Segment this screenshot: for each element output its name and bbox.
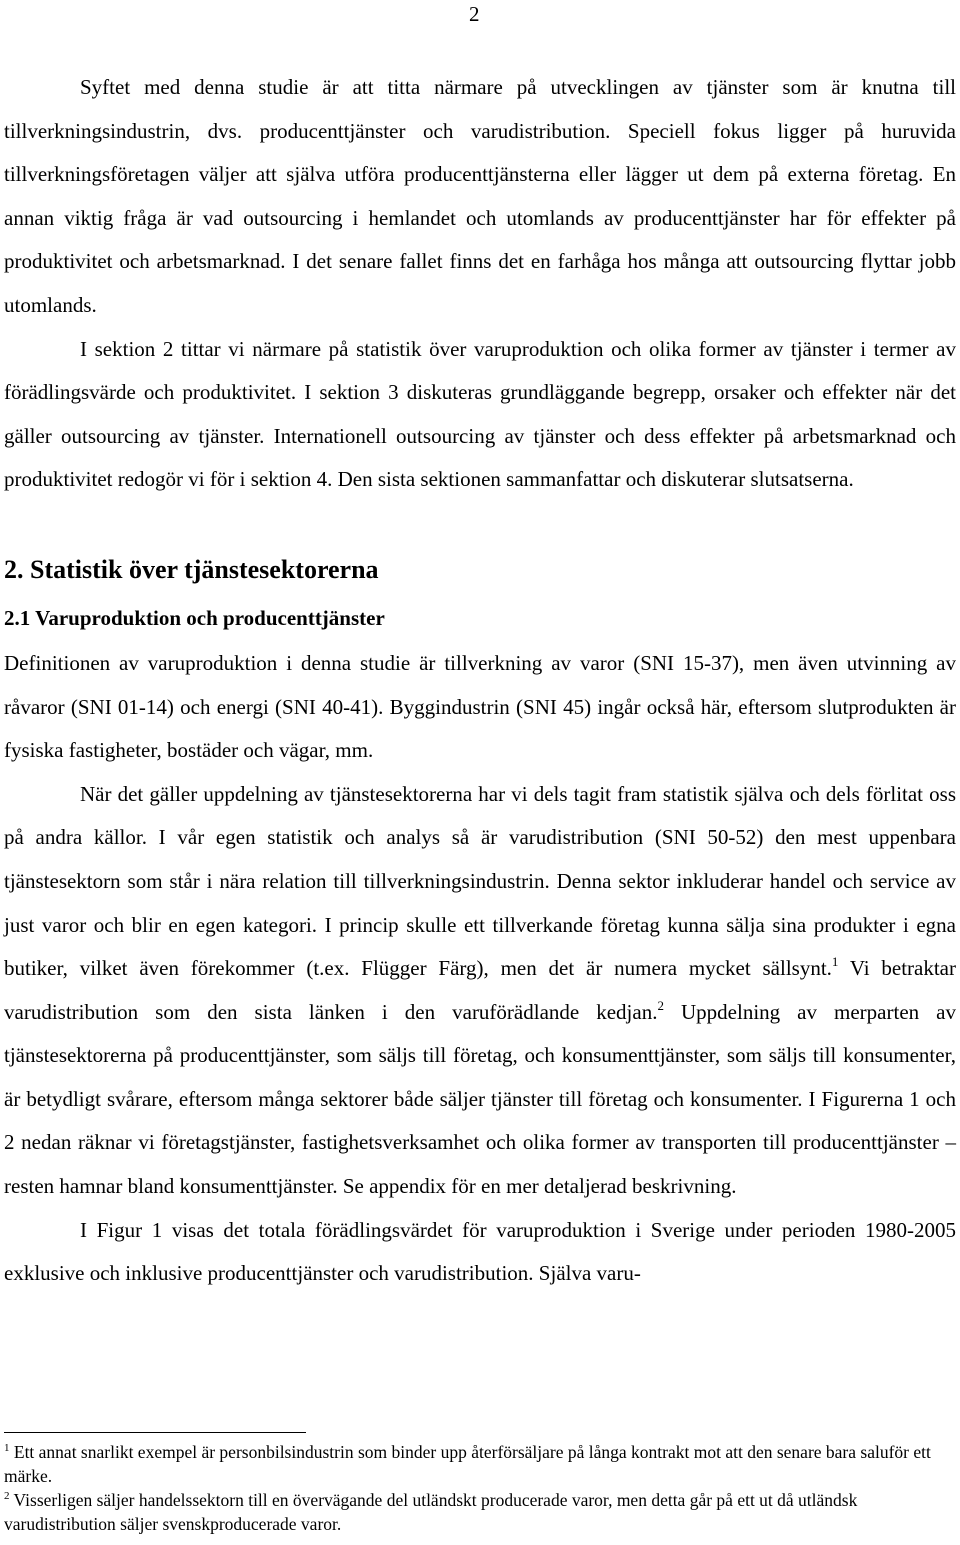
definition-paragraph: Definitionen av varuproduktion i denna studie är tillverkning av varor (SNI 15-37), men även utvinning av råvaror (SNI 01-14) och energi (SNI 40-41). Byggindustrin (SNI 45) ingår också här, eftersom slutprodukten är fysiska fastigheter, bostäder och vägar, mm.: [4, 650, 956, 763]
footnote-divider: [4, 1432, 306, 1433]
division-paragraph-part2: Vi betraktar varudistribution som den sista länken i den varuförädlande kedjan.: [4, 956, 956, 1024]
footnote-ref-1[interactable]: 1: [831, 954, 839, 970]
division-paragraph-part1: När det gäller uppdelning av tjänstesektorerna har vi dels tagit fram statistik själva och dels förlitat oss på andra källor. I vår egen statistik och analys så är varudistribution (SNI 50-52) den mest uppenbara tjänstesektorn som står i nära relation till tillverkningsindustrin. Denna sektor inkluderar handel och service av just varor och blir en egen kategori. I princip skulle ett tillverkande företag kunna sälja sina produkter i egna butiker, vilket även förekommer (t.ex. Flügger Färg), men det är numera mycket sällsynt.: [4, 781, 956, 981]
footnote-2-number: 2: [4, 1490, 10, 1502]
footnotes: [4, 1440, 956, 1536]
intro-paragraph-purpose: Syftet med denna studie är att titta närmare på utvecklingen av tjänster som är knutna till tillverkningsindustrin, dvs. producenttjänster och varudistribution. Speciell fokus ligger på huruvida tillverkningsföretagen väljer att själva utföra producenttjänsterna eller lägger ut dem på externa företag. En annan viktig fråga är vad outsourcing i hemlandet och utomlands av producenttjänster har för effekter på produktivitet och arbetsmarknad. I det senare fallet finns det en farhåga hos många att outsourcing flyttar jobb utomlands.: [4, 75, 956, 317]
figure-paragraph: I Figur 1 visas det totala förädlingsvärdet för varuproduktion i Sverige under perioden 1980-2005 exklusive och inklusive producenttjänster och varudistribution. Själva varu-: [4, 1217, 956, 1286]
division-paragraph-part3: Uppdelning av merparten av tjänstesektorerna på producenttjänster, som säljs till företag, och konsumenttjänster, som säljs till konsumenter, är betydligt svårare, eftersom många sektorer både säljer tjänster till företag och konsumenter. I Figurerna 1 och 2 nedan räknar vi företagstjänster, fastighetsverksamhet och olika former av transporten till producenttjänster – resten hamnar bland konsumenttjänster. Se appendix för en mer detaljerad beskrivning.: [4, 999, 956, 1199]
footnote-1-text: Ett annat snarlikt exempel är personbilsindustrin som binder upp återförsäljare på långa kontrakt mot att den senare bara saluför ett märke.: [4, 1442, 931, 1486]
section-heading: 2. Statistik över tjänstesektorerna: [4, 554, 379, 584]
page-number: 2: [469, 2, 480, 26]
footnote-1: [4, 1440, 956, 1488]
subsection-heading: 2.1 Varuproduktion och producenttjänster: [4, 605, 385, 630]
body-text: [4, 66, 956, 1296]
division-paragraph: [4, 773, 956, 1209]
footnote-1-number: 1: [4, 1442, 10, 1454]
footnote-2: [4, 1488, 956, 1536]
footnote-2-text: Visserligen säljer handelssektorn till en övervägande del utländskt producerade varor, men detta går på ett ut då utländsk varudistribution säljer svenskproducerade varor.: [4, 1490, 858, 1534]
section-spacer: [4, 502, 956, 546]
intro-paragraph-outline: I sektion 2 tittar vi närmare på statistik över varuproduktion och olika former av tjänster i termer av förädlingsvärde och produktivitet. I sektion 3 diskuteras grundläggande begrepp, orsaker och effekter när det gäller outsourcing av tjänster. Internationell outsourcing av tjänster och dess effekter på arbetsmarknad och produktivitet redogör vi för i sektion 4. Den sista sektionen sammanfattar och diskuterar slutsatserna.: [4, 336, 956, 492]
footnote-ref-2[interactable]: 2: [657, 997, 664, 1013]
